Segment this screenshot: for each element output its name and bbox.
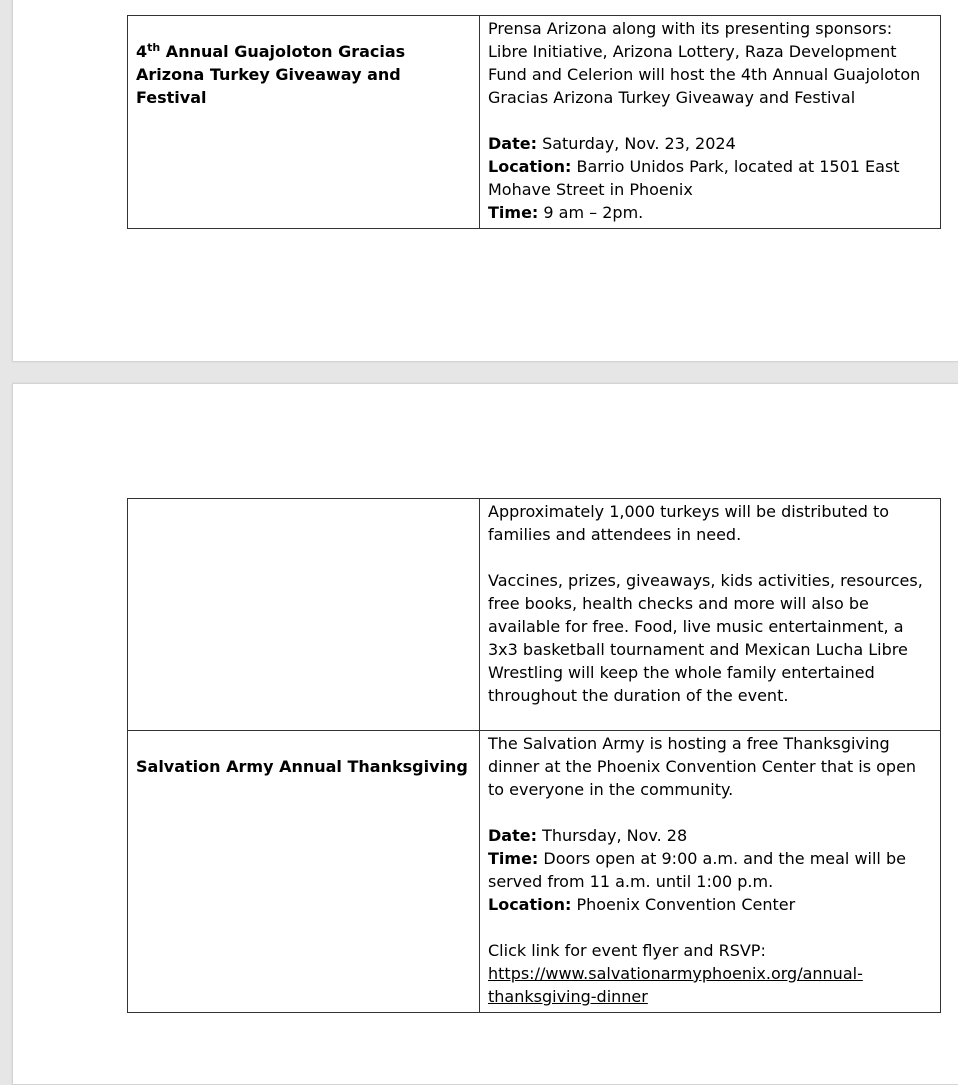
document-page-1 [12,0,958,362]
event-title: Salvation Army Annual Thanksgiving [136,757,468,776]
event-date: Date: Thursday, Nov. 28 [488,826,688,845]
event-title-cell [128,731,480,1013]
event-title-cell [128,16,480,229]
event-time: Time: Doors open at 9:00 a.m. and the meal will be served from 11 a.m. until 1:00 p.m. [488,849,906,891]
rsvp-intro: Click link for event flyer and RSVP: [488,941,766,960]
event-details-cell [480,731,941,1013]
rsvp-link-line [488,962,932,1008]
event-title-cell-empty [128,499,480,731]
event-location: Location: Phoenix Convention Center [488,895,796,914]
event-title: 4th Annual Guajoloton Gracias Arizona Turkey Giveaway and Festival [136,41,406,107]
events-table-page-2 [127,498,941,1013]
events-table-page-1 [127,15,941,229]
paragraph-spacer [488,109,932,132]
event-description: Prensa Arizona along with its presenting sponsors: Libre Initiative, Arizona Lottery, Raza Development Fund and Celerion will host the 4th Annual Guajoloton Gracias Arizona Turkey Giveaway and Festival [488,19,921,107]
event-description: The Salvation Army is hosting a free Thanksgiving dinner at the Phoenix Convention Center that is open to everyone in the community. [488,734,917,799]
event-time: Time: 9 am – 2pm. [488,203,644,222]
event-details-cell [480,499,941,731]
table-row [128,16,941,229]
paragraph-spacer [488,546,932,569]
rsvp-link[interactable]: https://www.salvationarmyphoenix.org/annual-thanksgiving-dinner [488,964,863,1006]
event-location: Location: Barrio Unidos Park, located at 1501 East Mohave Street in Phoenix [488,157,900,199]
paragraph-spacer [488,916,932,939]
event-details-cell [480,16,941,229]
table-row [128,499,941,731]
paragraph-spacer [488,801,932,824]
table-row [128,731,941,1013]
document-page-2 [12,383,958,1085]
event-activities-paragraph: Vaccines, prizes, giveaways, kids activities, resources, free books, health checks and more will also be available for free. Food, live music entertainment, a 3x3 basketball tournament and Mexican Lucha Libre Wrestling will keep the whole family entertained throughout the duration of the event. [488,571,923,705]
event-date: Date: Saturday, Nov. 23, 2024 [488,134,736,153]
event-turkey-paragraph: Approximately 1,000 turkeys will be distributed to families and attendees in need. [488,502,890,544]
